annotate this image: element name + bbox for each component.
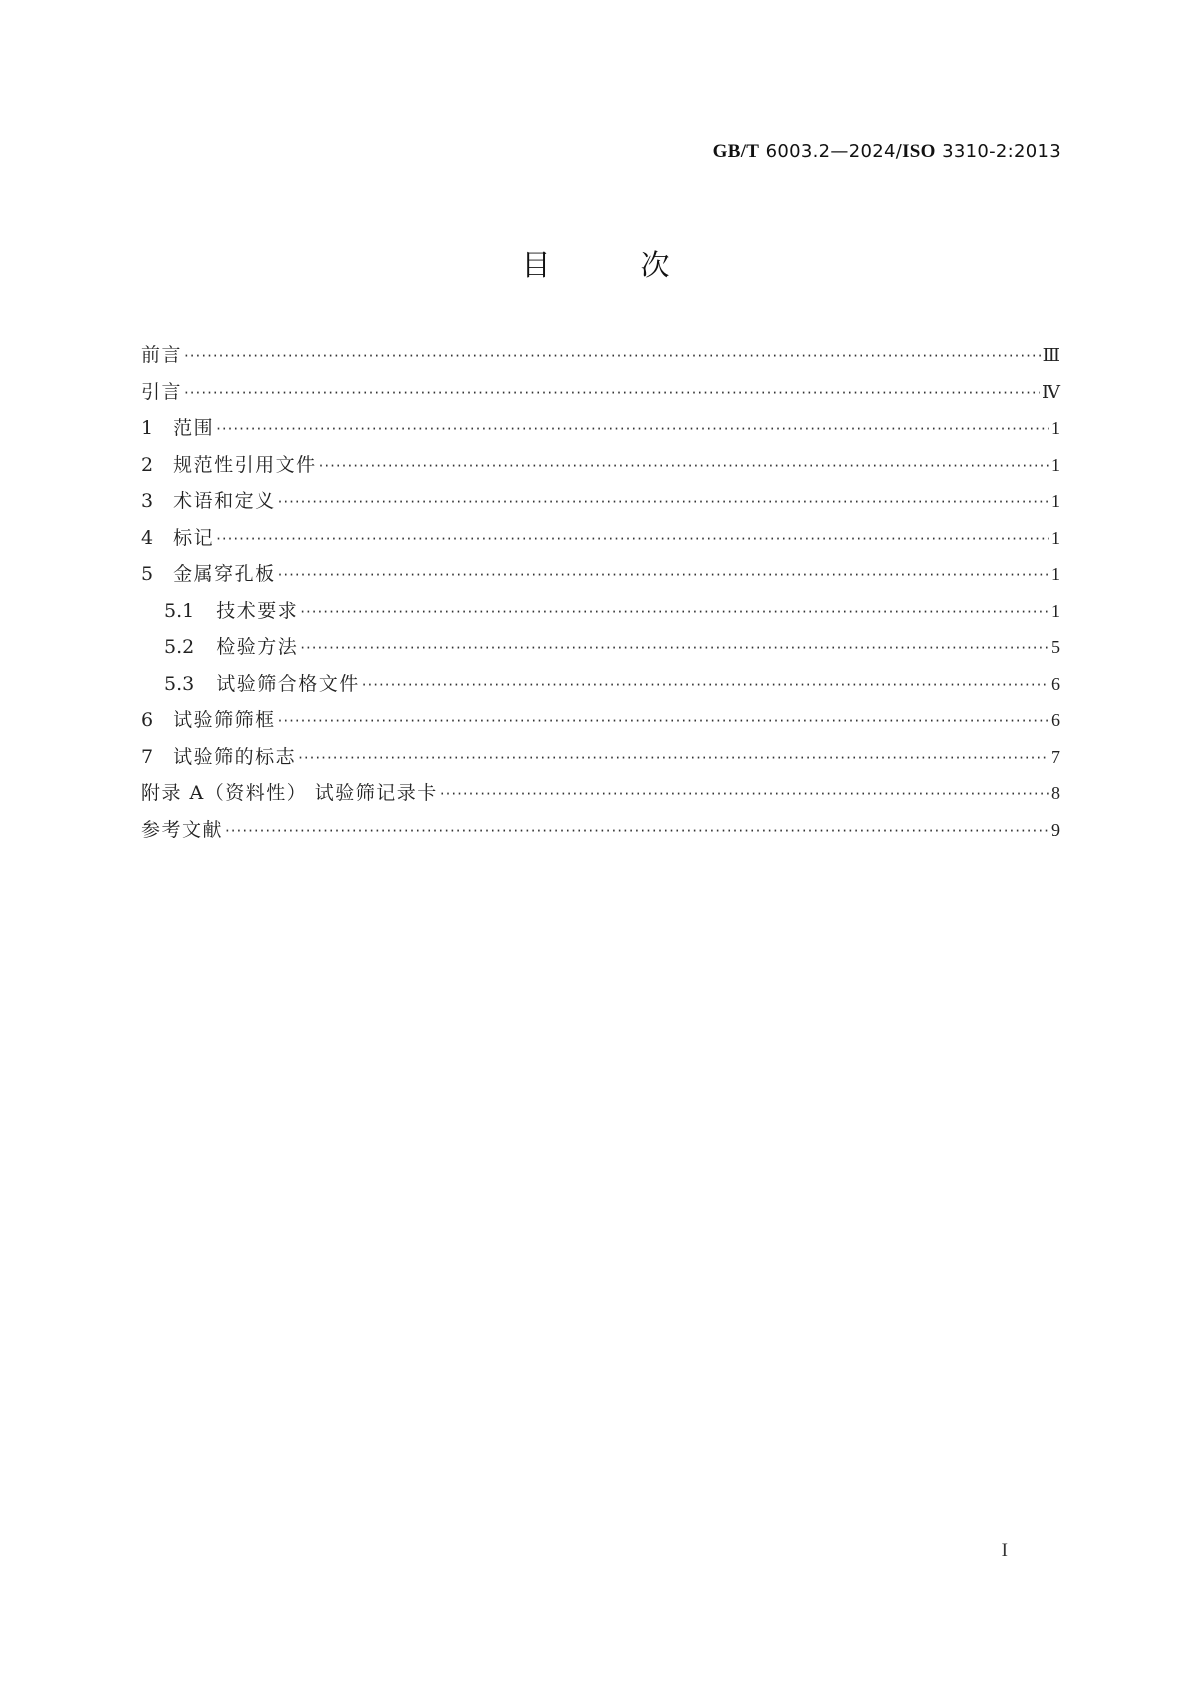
toc-dot-leader	[278, 493, 1049, 511]
toc-entry-annex-a[interactable]	[141, 778, 1060, 815]
toc-entry-title: 附录 A（资料性） 试验筛记录卡	[141, 782, 438, 804]
toc-entry-number: 5.1	[164, 599, 195, 622]
toc-entry-number: 6	[141, 709, 154, 731]
title-char-1: 目	[521, 248, 551, 282]
table-of-contents	[141, 340, 1060, 851]
toc-dot-leader	[362, 676, 1049, 694]
toc-entry-title: 术语和定义	[173, 490, 276, 512]
iso-prefix: ISO	[902, 141, 936, 162]
toc-entry-number: 3	[141, 490, 154, 512]
toc-page-number: 7	[1051, 746, 1060, 767]
gb-number: 6003.2—2024/	[765, 141, 903, 162]
toc-entry-title: 范围	[173, 417, 215, 439]
toc-dot-leader	[225, 822, 1049, 840]
toc-page-number: 1	[1051, 600, 1060, 621]
toc-page-number: 1	[1051, 491, 1060, 511]
toc-page-number: 6	[1051, 673, 1060, 694]
toc-entry-5-1-requirements[interactable]	[141, 596, 1060, 633]
toc-dot-leader	[319, 457, 1049, 475]
toc-entry-5-perforated-plate[interactable]	[141, 559, 1060, 596]
toc-entry-5-3-conformity-document[interactable]	[141, 669, 1060, 706]
toc-entry-5-2-test-methods[interactable]	[141, 632, 1060, 669]
toc-entry-title: 试验筛的标志	[173, 745, 297, 768]
toc-dot-leader	[184, 347, 1041, 365]
toc-dot-leader	[300, 603, 1049, 621]
toc-dot-leader	[300, 639, 1049, 657]
toc-entry-title: 金属穿孔板	[173, 563, 276, 585]
gb-prefix: GB/T	[712, 141, 760, 162]
toc-entry-introduction[interactable]	[141, 377, 1060, 414]
toc-page-number: 1	[1051, 527, 1060, 548]
toc-entry-title: 技术要求	[216, 599, 299, 622]
toc-entry-number: 4	[141, 526, 154, 549]
toc-entry-title: 前言	[141, 344, 183, 366]
toc-entry-title: 检验方法	[216, 636, 299, 658]
toc-entry-3-terms[interactable]	[141, 486, 1060, 523]
title-char-2: 次	[640, 248, 670, 282]
toc-entry-title: 参考文献	[141, 818, 224, 841]
toc-entry-title: 试验筛合格文件	[216, 672, 360, 695]
iso-number: 3310-2:2013	[942, 141, 1061, 162]
toc-entry-number: 7	[141, 745, 154, 768]
toc-entry-number: 5	[141, 563, 154, 585]
toc-page-number: 1	[1051, 564, 1060, 584]
toc-page-number: 1	[1051, 418, 1060, 438]
toc-entry-number: 5.2	[164, 636, 195, 658]
toc-page-number: 1	[1051, 454, 1060, 475]
toc-dot-leader	[184, 384, 1040, 402]
toc-dot-leader	[278, 566, 1049, 584]
toc-entry-1-scope[interactable]	[141, 413, 1060, 450]
standard-number-header	[713, 140, 1061, 163]
footer-page-number: I	[1001, 1540, 1008, 1561]
toc-entry-number: 2	[141, 453, 154, 476]
toc-entry-7-marking[interactable]	[141, 742, 1060, 779]
toc-dot-leader	[440, 785, 1049, 803]
toc-entry-2-normative-references[interactable]	[141, 450, 1060, 487]
toc-page-number: 5	[1051, 637, 1060, 657]
toc-entry-number: 5.3	[164, 672, 195, 695]
toc-dot-leader	[278, 712, 1049, 730]
toc-page-number: Ⅲ	[1042, 345, 1060, 365]
toc-entry-bibliography[interactable]	[141, 815, 1060, 852]
toc-entry-title: 规范性引用文件	[173, 453, 317, 476]
page-title	[0, 243, 1191, 284]
toc-entry-title: 标记	[173, 526, 215, 549]
toc-entry-title: 试验筛筛框	[173, 709, 276, 731]
toc-dot-leader	[216, 530, 1049, 548]
toc-entry-foreword[interactable]	[141, 340, 1060, 377]
toc-dot-leader	[298, 749, 1049, 767]
toc-page-number: 6	[1051, 710, 1060, 730]
toc-entry-6-sieve-frame[interactable]	[141, 705, 1060, 742]
toc-page-number: Ⅳ	[1042, 381, 1060, 402]
toc-entry-4-designation[interactable]	[141, 523, 1060, 560]
toc-page-number: 9	[1051, 819, 1060, 840]
toc-entry-number: 1	[141, 417, 154, 439]
toc-dot-leader	[216, 420, 1049, 438]
toc-entry-title: 引言	[141, 380, 183, 403]
toc-page-number: 8	[1051, 783, 1060, 803]
